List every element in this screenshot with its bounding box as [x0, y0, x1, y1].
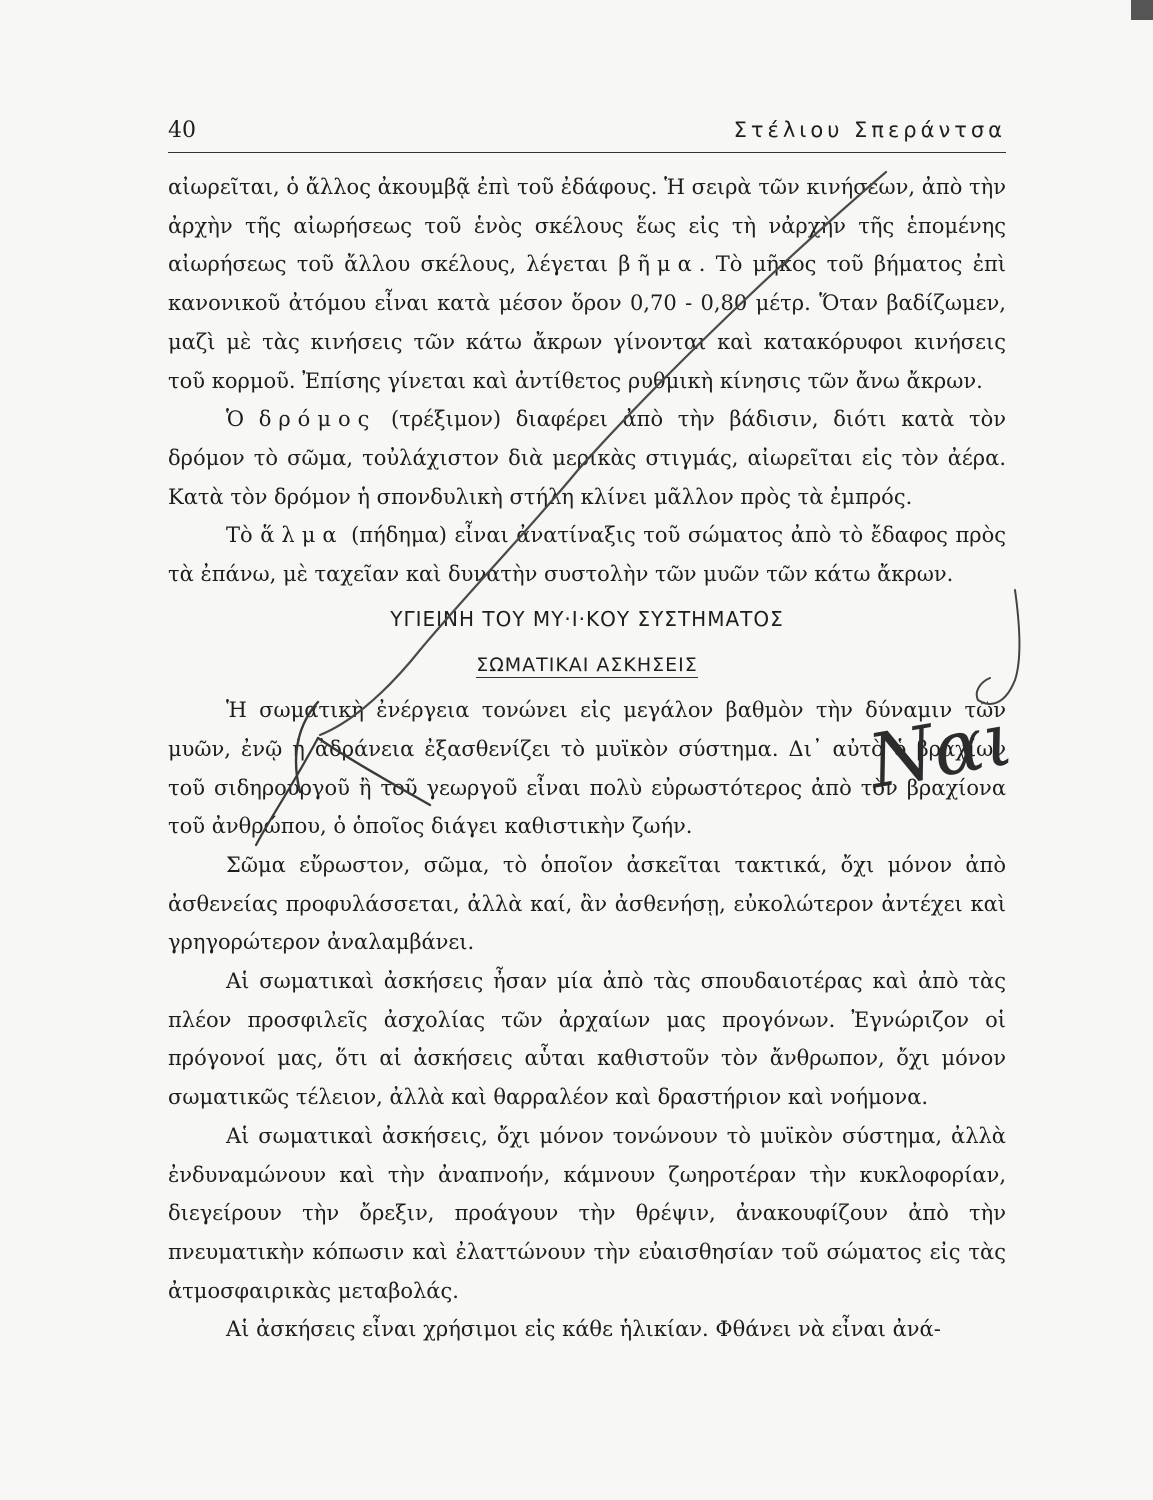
- scan-edge: [1131, 0, 1153, 20]
- term-vima: βῆμα: [618, 252, 699, 277]
- term-dromos: δρόμος: [258, 407, 377, 432]
- running-title: Στέλιου Σπεράντσα: [733, 118, 1006, 142]
- paragraph-exercise-4: Αἱ σωματικαὶ ἀσκήσεις, ὄχι μόνον τονώνουν τὸ μυϊκὸν σύστημα, ἀλλὰ ἐνδυναμώνουν καὶ τὴν ἀναπνοήν, κάμνουν ζωηροτέραν τὴν κυκλοφορίαν, διεγείρουν τὴν ὄρεξιν, προάγουν τὴν θρέψιν, ἀνακουφίζουν ἀπὸ τὴν πνευματικὴν κόπωσιν καὶ ἐλαττώνουν τὴν εὐαισθησίαν τοῦ σώματος εἰς τὰς ἀτμοσφαιρικὰς μεταβολάς.: [168, 1123, 1006, 1303]
- paragraph-running: Ὁ δρόμος (τρέξιμον) διαφέρει ἀπὸ τὴν βάδισιν, διότι κατὰ τὸν δρόμον τὸ σῶμα, τοὐλάχιστον διὰ μερικὰς στιγμάς, αἰωρεῖται εἰς τὸν ἀέρα. Κατὰ τὸν δρόμον ἡ σπονδυλικὴ στήλη κλίνει μᾶλλον πρὸς τὰ ἐμπρός.: [168, 407, 1006, 509]
- page-number: 40: [168, 118, 196, 143]
- paragraph-exercise-3: Αἱ σωματικαὶ ἀσκήσεις ἦσαν μία ἀπὸ τὰς σπουδαιοτέρας καὶ ἀπὸ τὰς πλέον προσφιλεῖς ἀσχολίας τῶν ἀρχαίων μας προγόνων. Ἐγνώριζον οἱ πρόγονοί μας, ὅτι αἱ ἀσκήσεις αὗται καθιστοῦν τὸν ἄνθρωπον, ὄχι μόνον σωματικῶς τέλειον, ἀλλὰ καὶ θαρραλέον καὶ δραστήριον καὶ νοήμονα.: [168, 969, 1006, 1110]
- paragraph-walking: αἰωρεῖται, ὁ ἄλλος ἀκουμβᾷ ἐπὶ τοῦ ἐδάφους. Ἡ σειρὰ τῶν κινήσεων, ἀπὸ τὴν ἀρχὴν τῆς αἰωρήσεως τοῦ ἑνὸς σκέλους ἕως εἰς τὴ νἀρχὴν τῆς ἑπομένης αἰωρήσεως τοῦ ἄλλου σκέλους, λέγεται βῆμα. Τὸ μῆκος τοῦ βήματος ἐπὶ κανονικοῦ ἀτόμου εἶναι κατὰ μέσον ὅρον 0,70 - 0,80 μέτρ. Ὅταν βαδίζωμεν, μαζὶ μὲ τὰς κινήσεις τῶν κάτω ἄκρων γίνονται καὶ κατακόρυφοι κινήσεις τοῦ κορμοῦ. Ἐπίσης γίνεται καὶ ἀντίθετος ρυθμικὴ κίνησις τῶν ἄνω ἄκρων.: [168, 175, 1006, 393]
- paragraph-exercise-5: Αἱ ἀσκήσεις εἶναι χρήσιμοι εἰς κάθε ἡλικίαν. Φθάνει νὰ εἶναι ἀνά-: [226, 1317, 941, 1342]
- paragraph-exercise-1: Ἡ σωματικὴ ἐνέργεια τονώνει εἰς μεγάλον βαθμὸν τὴν δύναμιν τῶν μυῶν, ἐνῷ ἡ ἀδράνεια ἐξασθενίζει τὸ μυϊκὸν σύστημα. Δι᾽ αὐτὸ ὁ βραχίων τοῦ σιδηρουργοῦ ἢ τοῦ γεωργοῦ εἶναι πολὺ εὐρωστότερος ἀπὸ τὸν βραχίονα τοῦ ἀνθρώπου, ὁ ὁποῖος διάγει καθιστικὴν ζωήν.: [168, 698, 1006, 839]
- term-alma: ἅλμα: [260, 523, 344, 548]
- body-text: [168, 168, 1006, 1349]
- running-head: [168, 118, 1006, 153]
- paragraph-jump: Τὸ ἅλμα (πήδημα) εἶναι ἀνατίναξις τοῦ σώματος ἀπὸ τὸ ἔδαφος πρὸς τὰ ἐπάνω, μὲ ταχεῖαν καὶ δυνατὴν συστολὴν τῶν μυῶν τῶν κάτω ἄκρων.: [168, 523, 1006, 587]
- subsection-heading: ΣΩΜΑΤΙΚΑΙ ΑΣΚΗΣΕΙΣ: [476, 654, 698, 677]
- handwritten-note: Ναι: [862, 695, 1020, 806]
- paragraph-exercise-2: Σῶμα εὔρωστον, σῶμα, τὸ ὁποῖον ἀσκεῖται τακτικά, ὄχι μόνον ἀπὸ ἀσθενείας προφυλάσσεται, ἀλλὰ καί, ἂν ἀσθενήσῃ, εὐκολώτερον ἀντέχει καὶ γρηγορώτερον ἀναλαμβάνει.: [168, 852, 1006, 955]
- section-heading: ΥΓΙΕΙΝΗ ΤΟΥ ΜΥ·Ι·ΚΟΥ ΣΥΣΤΗΜΑΤΟΣ: [390, 606, 784, 631]
